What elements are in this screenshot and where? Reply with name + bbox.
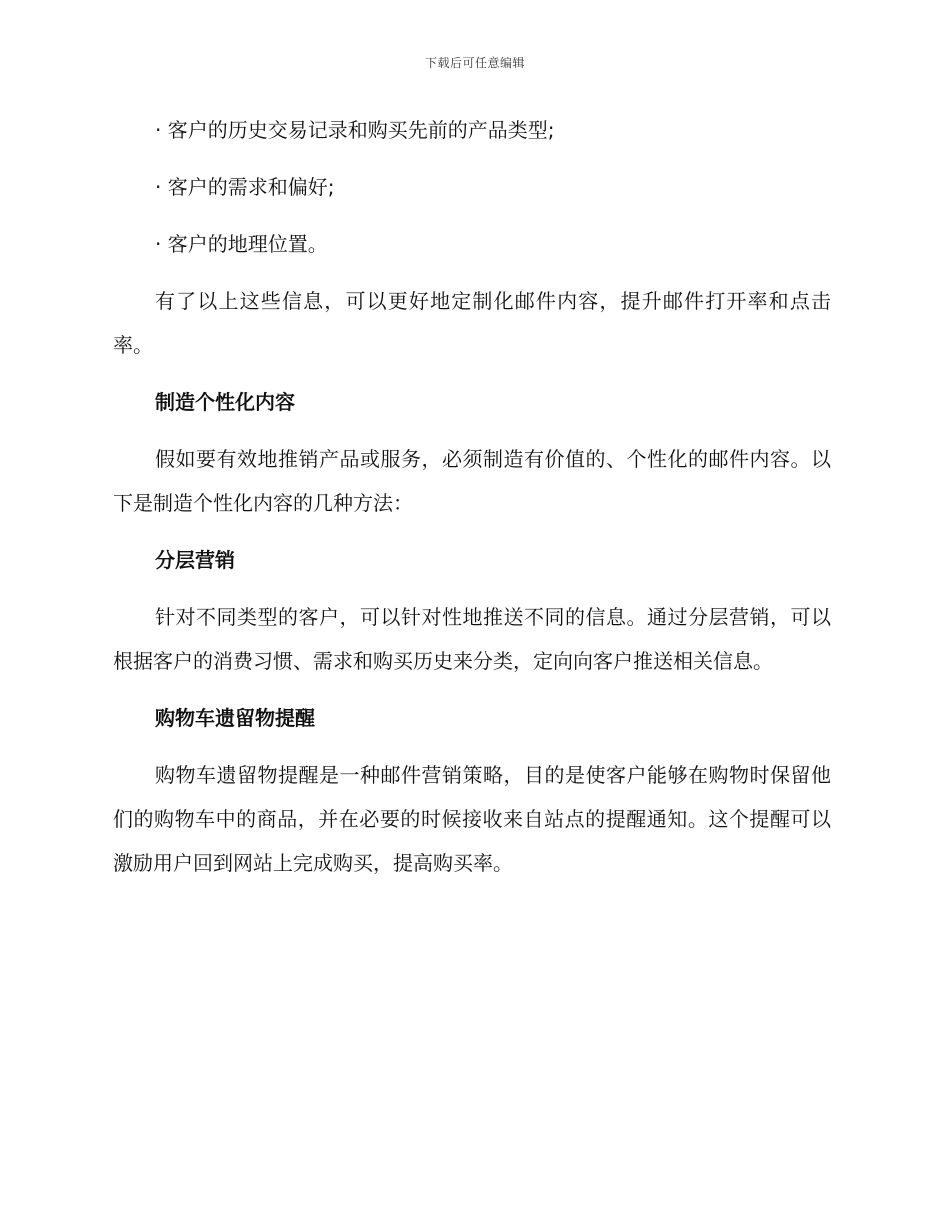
section-heading: 购物车遗留物提醒 <box>155 706 315 730</box>
page-header: 下载后可任意编辑 <box>424 56 525 70</box>
section-heading: 制造个性化内容 <box>155 390 295 414</box>
paragraph: 针对不同类型的客户，可以针对性地推送不同的信息。通过分层营销，可以根据客户的消费习惯、需求和购买历史来分类，定向向客户推送相关信息。 <box>113 605 831 673</box>
bullet-item: · 客户的地理位置。 <box>155 232 328 256</box>
document-body <box>113 108 831 898</box>
bullet-item: · 客户的需求和偏好; <box>155 175 335 199</box>
section-heading: 分层营销 <box>155 548 235 572</box>
bullet-item: · 客户的历史交易记录和购买先前的产品类型; <box>155 118 555 142</box>
paragraph: 有了以上这些信息，可以更好地定制化邮件内容，提升邮件打开率和点击率。 <box>113 289 831 357</box>
paragraph: 购物车遗留物提醒是一种邮件营销策略，目的是使客户能够在购物时保留他们的购物车中的商品，并在必要的时候接收来自站点的提醒通知。这个提醒可以激励用户回到网站上完成购买，提高购买率。 <box>113 763 831 875</box>
paragraph: 假如要有效地推销产品或服务，必须制造有价值的、个性化的邮件内容。以下是制造个性化内容的几种方法： <box>113 447 831 515</box>
